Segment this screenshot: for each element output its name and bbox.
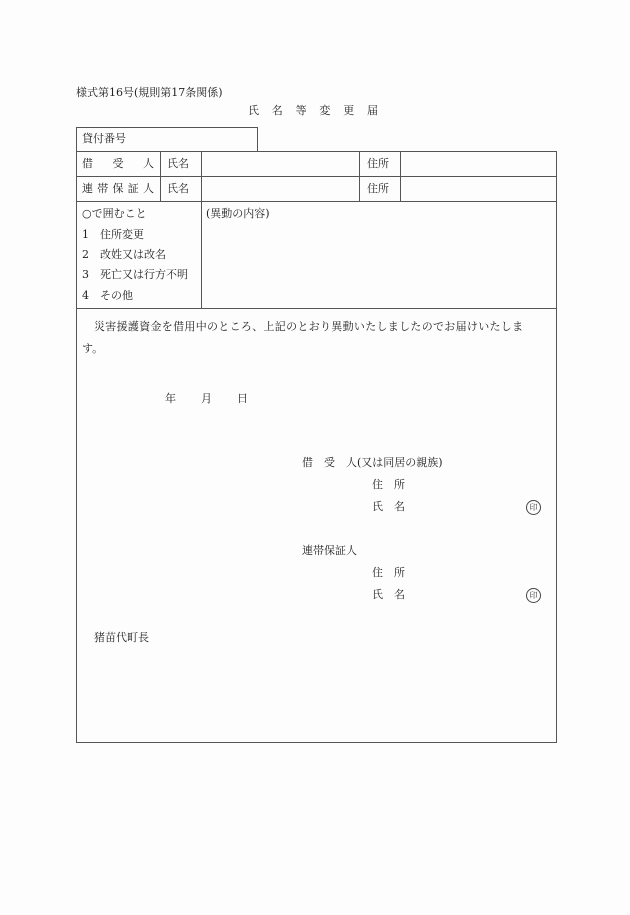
table-border: [160, 151, 161, 201]
change-type-option[interactable]: 3 死亡又は行方不明: [82, 268, 188, 281]
seal-icon: 印: [526, 500, 541, 515]
borrower-role-label: [82, 157, 154, 171]
guarantor-block-address-label: 住 所: [372, 566, 405, 579]
loan-number-label: 貸付番号: [82, 132, 126, 145]
statement-text: す。: [82, 342, 104, 355]
role-char: 借: [82, 157, 93, 170]
role-char: 受: [112, 157, 124, 170]
addressee: 猪苗代町長: [94, 631, 149, 644]
loan-number-field[interactable]: [140, 128, 256, 150]
title-char: 変: [319, 104, 331, 117]
table-border: [556, 151, 557, 742]
date-month-label: 月: [201, 392, 212, 405]
table-border: [76, 127, 77, 742]
borrower-block-name-label: 氏 名: [372, 500, 405, 513]
table-border: [257, 127, 258, 151]
title-char: 届: [366, 104, 378, 117]
role-char: 人: [143, 157, 154, 170]
seal-icon: 印: [526, 588, 541, 603]
guarantor-address-label: 住所: [367, 182, 389, 195]
role-char: 帯: [97, 182, 109, 195]
change-type-option[interactable]: 4 その他: [82, 289, 133, 302]
borrower-address-field[interactable]: [401, 152, 555, 175]
date-day-label: 日: [237, 392, 248, 405]
guarantor-name-label: 氏名: [167, 182, 189, 195]
borrower-name-field[interactable]: [202, 152, 358, 175]
form-number: 様式第16号(規則第17条関係): [76, 86, 223, 99]
guarantor-name-field[interactable]: [202, 177, 358, 200]
guarantor-block-heading: 連帯保証人: [302, 544, 357, 557]
table-border: [359, 151, 360, 201]
table-border: [76, 201, 556, 202]
role-char: 連: [82, 182, 93, 195]
table-border: [76, 742, 557, 743]
change-type-instruction: ○で囲むこと: [82, 207, 147, 220]
borrower-name-label: 氏名: [167, 157, 189, 170]
borrower-block-heading: 借 受 人(又は同居の親族): [302, 456, 443, 469]
title-char: 名: [271, 104, 283, 117]
borrower-block-address-label: 住 所: [372, 478, 405, 491]
guarantor-role-label: [82, 182, 154, 196]
title-char: 更: [343, 104, 355, 117]
role-char: 保: [112, 182, 124, 195]
role-char: 証: [127, 182, 139, 195]
change-type-option[interactable]: 2 改姓又は改名: [82, 248, 166, 261]
statement-text: 災害援護資金を借用中のところ、上記のとおり異動いたしましたのでお届けいたしま: [94, 320, 524, 333]
date-year-label: 年: [165, 392, 176, 405]
title-char: 等: [295, 104, 307, 117]
change-details-label: (異動の内容): [206, 207, 270, 220]
guarantor-address-field[interactable]: [401, 177, 555, 200]
table-border: [76, 308, 556, 309]
role-char: 人: [143, 182, 154, 195]
form-title: [248, 102, 378, 118]
title-char: 氏: [248, 104, 259, 117]
change-type-option[interactable]: 1 住所変更: [82, 228, 144, 241]
change-details-field[interactable]: [202, 222, 555, 307]
guarantor-block-name-label: 氏 名: [372, 588, 405, 601]
borrower-address-label: 住所: [367, 157, 389, 170]
